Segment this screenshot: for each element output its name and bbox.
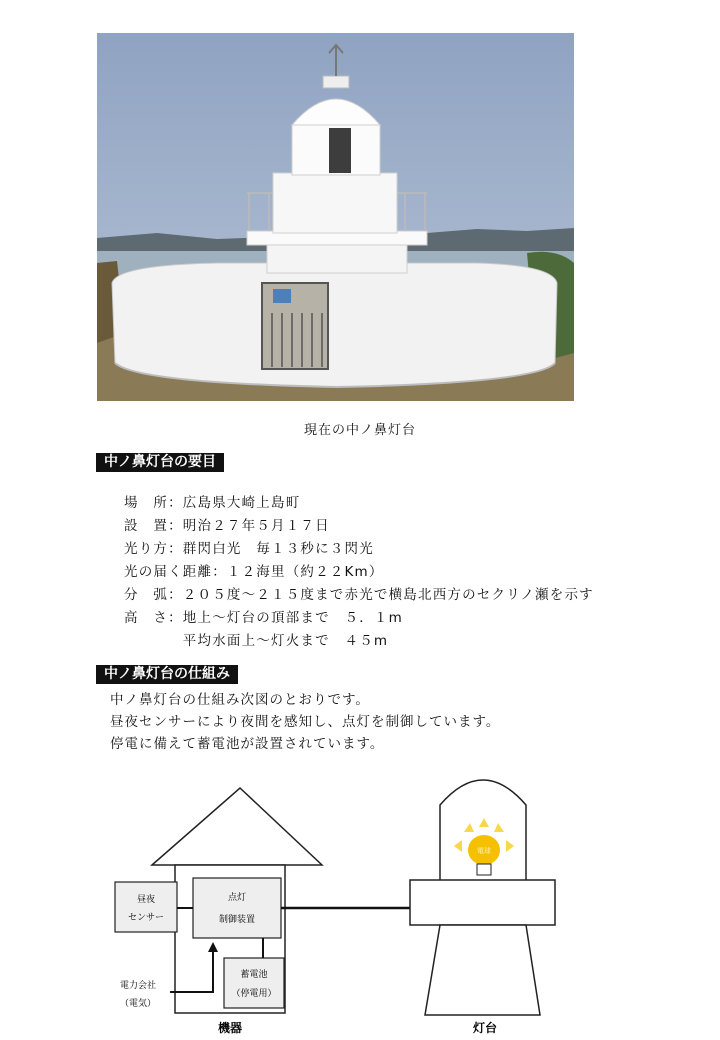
sensor-label-2: センサー xyxy=(127,913,165,923)
spec-location: 場 所：広島県大崎上島町 xyxy=(124,495,301,511)
spec-sector: 分 弧：２０５度～２１５度まで赤光で横島北西方のセクリノ瀬を示す xyxy=(124,587,594,603)
spec-height-sea: 平均水面上～灯火まで ４５m xyxy=(124,633,389,649)
mechanism-line-3: 停電に備えて蓄電池が設置されています。 xyxy=(110,736,385,752)
sensor-box xyxy=(115,882,177,932)
lighthouse-drawing xyxy=(410,780,555,1015)
power-label-2: （電気） xyxy=(119,999,157,1009)
section-heading-mechanism: 中ノ鼻灯台の仕組み xyxy=(96,665,238,684)
sensor-label-1: 昼夜 xyxy=(136,895,156,905)
mechanism-diagram xyxy=(100,760,570,1040)
spec-height-ground: 高 さ：地上～灯台の頂部まで ５．１m xyxy=(124,610,403,626)
battery-box xyxy=(224,958,284,1008)
photo-caption: 現在の中ノ鼻灯台 xyxy=(303,423,416,438)
section-heading-specs: 中ノ鼻灯台の要目 xyxy=(96,453,224,472)
lighthouse-photo xyxy=(97,33,574,401)
controller-label-2: 制御装置 xyxy=(218,915,256,925)
battery-label-2: （停電用） xyxy=(231,989,277,999)
machine-label: 機器 xyxy=(217,1021,243,1035)
battery-label-1: 蓄電池 xyxy=(240,970,268,980)
controller-label-1: 点灯 xyxy=(227,893,247,903)
bulb-label: 電球 xyxy=(477,847,491,855)
spec-installed: 設 置：明治２７年５月１７日 xyxy=(124,518,330,534)
power-label-1: 電力会社 xyxy=(119,981,157,991)
controller-box xyxy=(193,878,281,938)
spec-range: 光の届く距離：１２海里（約２２Km） xyxy=(124,564,384,580)
lighthouse-label: 灯台 xyxy=(472,1021,498,1035)
mechanism-line-2: 昼夜センサーにより夜間を感知し、点灯を制御しています。 xyxy=(110,714,501,730)
spec-light-pattern: 光り方：群閃白光 毎１３秒に３閃光 xyxy=(124,541,374,557)
mechanism-line-1: 中ノ鼻灯台の仕組み次図のとおりです。 xyxy=(110,692,370,708)
